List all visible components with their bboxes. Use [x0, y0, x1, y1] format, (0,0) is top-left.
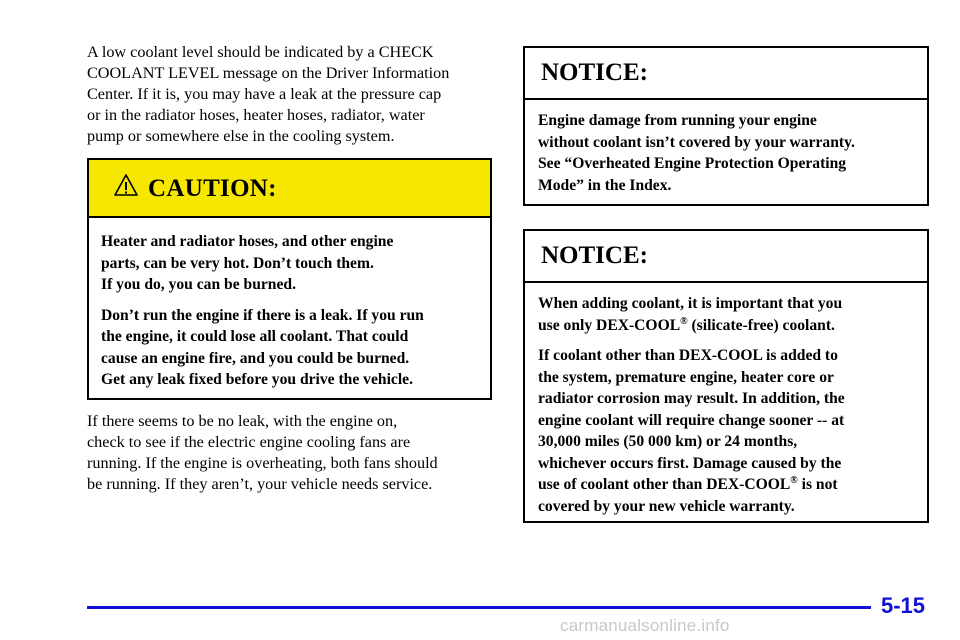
- notice-title-1: NOTICE:: [541, 59, 648, 86]
- intro-paragraph: A low coolant level should be indicated by a CHECK COOLANT LEVEL message on the Driver Information Center. If it is, you may have a leak at the pressure cap or in the radiator hoses, heater hoses, radiator, water pump or somewhere else in the cooling system.: [87, 43, 450, 145]
- notice-2-p2-text-end: is not covered by your new vehicle warranty.: [538, 476, 838, 515]
- notice-1-paragraph: Engine damage from running your engine without coolant isn’t covered by your warranty. See “Overheated Engine Protection Operating Mode” in the Index.: [538, 112, 855, 194]
- notice-2-paragraph-2: [538, 345, 913, 517]
- caution-box: [87, 158, 492, 400]
- notice-body-2: [525, 283, 927, 517]
- footer-rule: [87, 606, 871, 609]
- caution-body: [89, 218, 490, 391]
- notice-box-1: [523, 46, 929, 206]
- caution-header: [89, 160, 490, 218]
- notice-title-2: NOTICE:: [541, 242, 648, 269]
- caution-paragraph-2: Don’t run the engine if there is a leak. If you run the engine, it could lose all coolant. That could cause an engine fire, and you could be burned. Get any leak fixed before you drive the vehicle.: [101, 306, 424, 388]
- caution-paragraph-1: Heater and radiator hoses, and other engine parts, can be very hot. Don’t touch them. If you do, you can be burned.: [101, 233, 394, 293]
- caution-title: CAUTION:: [148, 175, 277, 202]
- notice-2-p1-text: When adding coolant, it is important that you use only DEX-COOL: [538, 295, 843, 334]
- notice-2-p2-text: If coolant other than DEX-COOL is added to the system, premature engine, heater core or radiator corrosion may result. In addition, the engine coolant will require change sooner -- at 30,000 miles (50 000 km) or 24 months, whichever occurs first. Damage caused by the use of coolant other than DEX-COOL: [538, 347, 845, 493]
- registered-mark: ®: [680, 315, 688, 327]
- notice-box-2: [523, 229, 929, 523]
- notice-2-paragraph-1: [538, 293, 913, 336]
- page-number: 5-15: [881, 593, 926, 618]
- left-column: [87, 42, 492, 147]
- watermark: carmanualsonline.info: [560, 616, 730, 635]
- registered-mark: ®: [790, 474, 798, 486]
- notice-body-1: [525, 100, 927, 196]
- notice-2-p1-text-end: (silicate-free) coolant.: [687, 316, 835, 334]
- warning-triangle-icon: [114, 173, 138, 197]
- outro-paragraph: If there seems to be no leak, with the engine on, check to see if the electric engine cooling fans are running. If the engine is overheating, both fans should be running. If they aren’t, your vehicle needs service.: [87, 412, 438, 493]
